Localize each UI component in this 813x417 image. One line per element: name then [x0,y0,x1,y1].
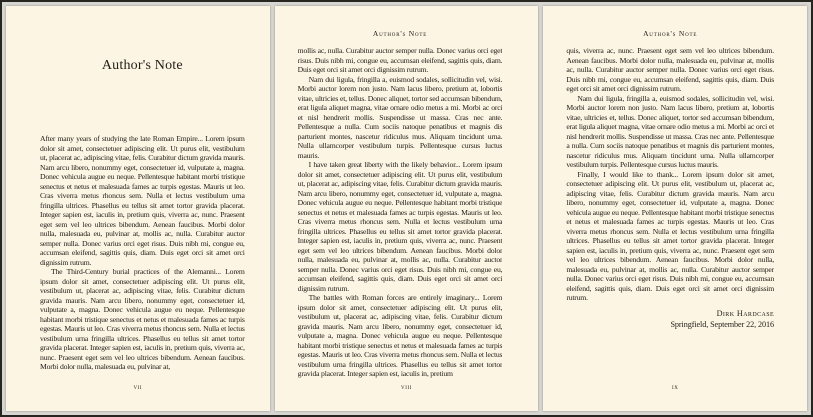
paragraph: The Third-Century burial practices of the Alemanni... Lorem ipsum dolor sit amet, consectetuer adipiscing elit. Ut purus elit, vestibulum ut, placerat ac, adipiscing vitae, felis. Curabitur dictum gravida mauris. Nam arcu libero, nonummy eget, consectetuer id, vulputate a, magna. Donec vehicula augue eu neque. Pellentesque habitant morbi tristique senectus et netus et malesuada fames ac turpis egestas. Mauris ut leo. Cras viverra metus rhoncus sem. Nulla et lectus vestibulum urna fringilla ultrices. Phasellus eu tellus sit amet tortor gravida placerat. Integer sapien est, iaculis in, pretium quis, viverra ac, nunc. Praesent eget sem vel leo ultrices bibendum. Aenean faucibus. Morbi dolor nulla, malesuada eu, pulvinar at, [40,267,245,371]
page-vii-content [6,6,270,411]
paragraph: mollis ac, nulla. Curabitur auctor semper nulla. Donec varius orci eget risus. Duis nibh mi, congue eu, accumsan eleifend, sagittis quis, diam. Duis eget orci sit amet orci dignissim rutrum. [297,46,503,74]
paragraph: Nam dui ligula, fringilla a, euismod sodales, sollicitudin vel, wisi. Morbi auctor lorem non justo. Nam lacus libero, pretium at, lobortis vitae, ultricies et, tellus. Donec aliquet, tortor sed accumsan bibendum, erat ligula aliquet magna, vitae ornare odio metus a mi. Morbi ac orci et nisl hendrerit mollis. Suspendisse ut massa. Cras nec ante. Pellentesque a nulla. Cum sociis natoque penatibus et magnis dis parturient montes, nascetur ridiculus mus. Aliquam tincidunt urna. Nulla ullamcorper vestibulum turpis. Pellentesque cursus luctus mauris. [566,93,775,169]
page-ix-body [566,46,774,303]
page-viii [275,6,539,411]
page-vii-body [40,134,245,372]
paragraph: Nam dui ligula, fringilla a, euismod sodales, sollicitudin vel, wisi. Morbi auctor lorem non justo. Nam lacus libero, pretium at, lobortis vitae, ultricies et, tellus. Donec aliquet, tortor sed accumsan bibendum, erat ligula aliquet magna, vitae ornare odio metus a mi. Morbi ac orci et nisl hendrerit mollis. Suspendisse ut massa. Cras nec ante. Pellentesque a nulla. Cum sociis natoque penatibus et magnis dis parturient montes, nascetur ridiculus mus. Aliquam tincidunt urna. Nulla ullamcorper vestibulum turpis. Pellentesque cursus luctus mauris. [297,74,503,160]
paragraph: I have taken great liberty with the likely behavior... Lorem ipsum dolor sit amet, consectetuer adipiscing elit. Ut purus elit, vestibulum ut, placerat ac, adipiscing vitae, felis. Curabitur dictum gravida mauris. Nam arcu libero, nonummy eget, consectetuer id, vulputate a, magna. Donec vehicula augue eu neque. Pellentesque habitant morbi tristique senectus et netus et malesuada fames ac turpis egestas. Mauris ut leo. Cras viverra metus rhoncus sem. Nulla et lectus vestibulum urna fringilla ultrices. Phasellus eu tellus sit amet tortor gravida placerat. Integer sapien est, iaculis in, pretium quis, viverra ac, nunc. Praesent eget sem vel leo ultrices bibendum. Aenean faucibus. Morbi dolor nulla, malesuada eu, pulvinar at, mollis ac, nulla. Curabitur auctor semper nulla. Donec varius orci eget risus. Duis nibh mi, congue eu, accumsan eleifend, sagittis quis, diam. Duis eget orci sit amet orci dignissim rutrum. [297,160,503,293]
paragraph: Finally, I would like to thank... Lorem ipsum dolor sit amet, consectetuer adipiscing elit. Ut purus elit, vestibulum ut, placerat ac, adipiscing vitae, felis. Curabitur dictum gravida mauris. Nam arcu libero, nonummy eget, consectetuer id, vulputate a, magna. Donec vehicula augue eu neque. Pellentesque habitant morbi tristique senectus et netus et malesuada fames ac turpis egestas. Mauris ut leo. Cras viverra metus rhoncus sem. Nulla et lectus vestibulum urna fringilla ultrices. Phasellus eu tellus sit amet tortor gravida placerat. Integer sapien est, iaculis in, pretium quis, viverra ac, nunc. Praesent eget sem vel leo ultrices bibendum. Aenean faucibus. Morbi dolor nulla, malesuada eu, pulvinar at, mollis ac, nulla. Curabitur auctor semper nulla. Donec varius orci eget risus. Duis nibh mi, congue eu, accumsan eleifend, sagittis quis, diam. Duis eget orci sit amet orci dignissim rutrum. [566,169,775,302]
page-ix-content [543,6,807,411]
paragraph: After many years of studying the late Roman Empire... Lorem ipsum dolor sit amet, consectetuer adipiscing elit. Ut purus elit, vestibulum ut, placerat ac, adipiscing vitae, felis. Curabitur dictum gravida mauris. Nam arcu libero, nonummy eget, consectetuer id, vulputate a, magna. Donec vehicula augue eu neque. Pellentesque habitant morbi tristique senectus et netus et malesuada fames ac turpis egestas. Mauris ut leo. Cras viverra metus rhoncus sem. Nulla et lectus vestibulum urna fringilla ultrices. Phasellus eu tellus sit amet tortor gravida placerat. Integer sapien est, iaculis in, pretium quis, viverra ac, nunc. Praesent eget sem vel leo ultrices bibendum. Aenean faucibus. Morbi dolor nulla, malesuada eu, pulvinar at, mollis ac, nulla. Curabitur auctor semper nulla. Donec varius orci eget risus. Duis nibh mi, congue eu, accumsan eleifend, sagittis quis, diam. Duis eget orci sit amet orci dignissim rutrum. [40,134,245,267]
page-number: vii [133,382,143,391]
paragraph: The battles with Roman forces are entirely imaginary... Lorem ipsum dolor sit amet, consectetuer adipiscing elit. Ut purus elit, vestibulum ut, placerat ac, adipiscing vitae, felis. Curabitur dictum gravida mauris. Nam arcu libero, nonummy eget, consectetuer id, vulputate a, magna. Donec vehicula augue eu neque. Pellentesque habitant morbi tristique senectus et netus et malesuada fames ac turpis egestas. Mauris ut leo. Cras viverra metus rhoncus sem. Nulla et lectus vestibulum urna fringilla ultrices. Phasellus eu tellus sit amet tortor gravida placerat. Integer sapien est, iaculis in, pretium [297,293,503,378]
page-number: viii [401,382,413,391]
page-vii [6,6,270,411]
page-viii-body [298,46,503,379]
page-ix [543,6,807,411]
page-viii-content [275,6,539,411]
running-header: Author's Note [372,29,428,38]
signature-name: Dirk Hardcase [716,308,775,318]
signature-place-date: Springfield, September 22, 2016 [670,319,775,329]
paragraph: quis, viverra ac, nunc. Praesent eget sem vel leo ultrices bibendum. Aenean faucibus. Morbi dolor nulla, malesuada eu, pulvinar at, mollis ac, nulla. Curabitur auctor semper nulla. Donec varius orci eget risus. Duis nibh mi, congue eu, accumsan eleifend, sagittis quis, diam. Duis eget orci sit amet orci dignissim rutrum. [566,46,775,93]
page-number: ix [671,382,679,391]
running-header: Author's Note [643,29,698,38]
signature-block [566,308,774,330]
chapter-title: Author's Note [101,58,183,73]
